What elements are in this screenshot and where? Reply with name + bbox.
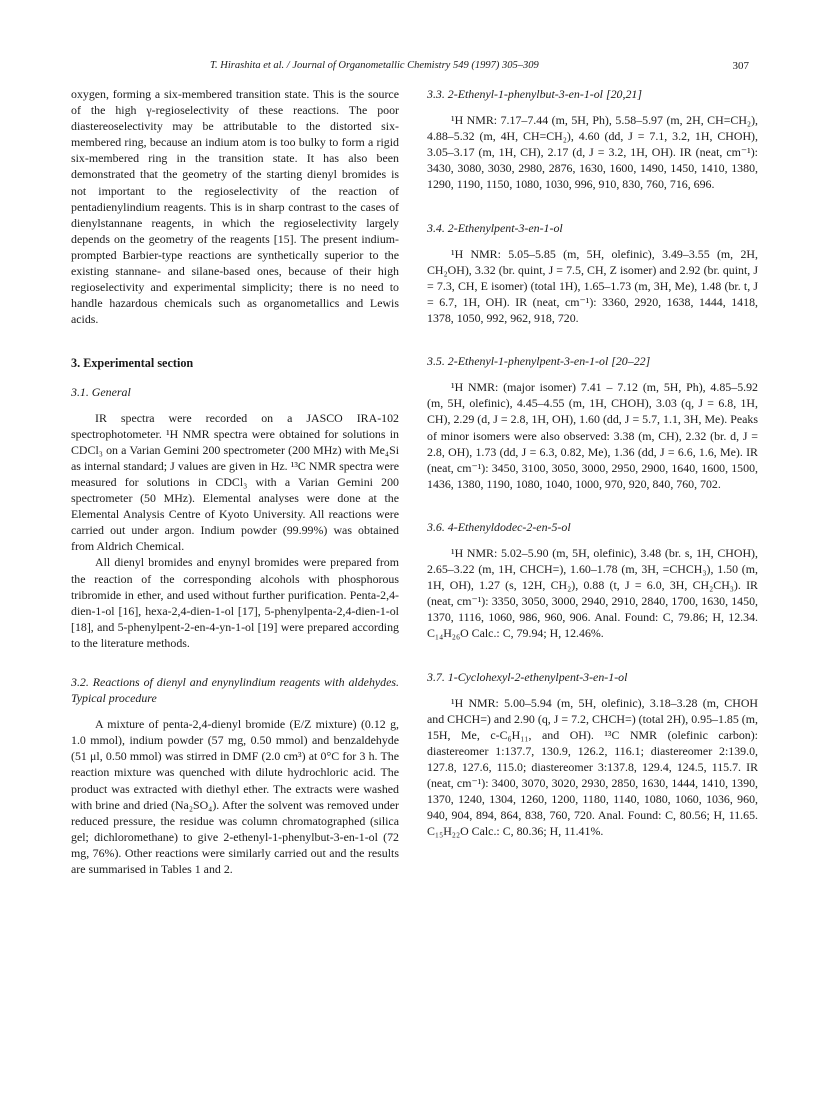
compound-data-3-7: ¹H NMR: 5.00–5.94 (m, 5H, olefinic), 3.18–3.28 (m, CHOH and CHCH=) and 2.90 (q, J = 7.2, CHCH=) (total 2H), 0.95–1.85 (m, 15H, Me, c-C₆H₁₁, and OH). ¹³C NMR (olefinic carbon): diastereomer 1:137.7, 130.9, 126.2, 116.1; diastereomer 2:139.0, 127.8, 127.6, 115.0; diastereomer 3:137.8, 129.4, 124.5, 115.7. IR (neat, cm⁻¹): 3400, 3070, 3020, 2930, 2850, 1630, 1444, 1410, 1390, 1370, 1240, 1304, 1260, 1200, 1180, 1140, 1080, 1060, 1036, 960, 940, 904, 894, 864, 838, 760, 720. Anal. Found: C, 80.56; H, 11.65. C₁₅H₂₂O Calc.: C, 80.36; H, 11.41%. [427, 695, 758, 839]
left-column [71, 86, 399, 877]
subsection-heading-3-7: 3.7. 1-Cyclohexyl-2-ethenylpent-3-en-1-ol [427, 669, 628, 684]
general-paragraph-1: IR spectra were recorded on a JASCO IRA-102 spectrophotometer. ¹H NMR spectra were obtained for solutions in CDCl₃ on a Varian Gemini 200 spectrometer (200 MHz) with Me₄Si as internal standard; J values are given in Hz. ¹³C NMR spectra were measured for solutions in CDCl₃ with a Varian Gemini 200 spectrometer (50 MHz). Elemental analyses were done at the Elemental Analysis Centre of Kyoto University. All reactions were carried out under argon. Indium powder (99.99%) was obtained from Aldrich Chemical. [71, 410, 399, 554]
subsection-heading-3-4: 3.4. 2-Ethenylpent-3-en-1-ol [427, 220, 563, 235]
intro-paragraph: oxygen, forming a six-membered transition state. This is the source of the high γ-regioselectivity of these reactions. The poor diastereoselectivity may be attributable to the distorted six-membered ring, because an indium atom is too bulky to form a rigid six-membered ring in the transition state. It has also been demonstrated that the geometry of the starting dienyl bromides is not important to the regioselectivity of the reaction of pentadienylindium reagents. This is in sharp contrast to the cases of dienylstannane reagents, in which the regioselectivity largely depends on the geometry of the reagents [15]. The present indium-prompted Barbier-type reactions are synthetically superior to the existing stannane- and silane-based ones, because of their high regioselectivity and experimental simplicity; there is no need to handle hazardous chemicals such as organometallics and Lewis acids. [71, 87, 399, 327]
subsection-heading-3-5: 3.5. 2-Ethenyl-1-phenylpent-3-en-1-ol [20–22] [427, 354, 651, 369]
journal-citation: T. Hirashita et al. / Journal of Organometallic Chemistry 549 (1997) 305–309 [210, 60, 539, 71]
subsection-heading-procedure: 3.2. Reactions of dienyl and enynylindium reagents with aldehydes. Typical procedure [71, 675, 399, 706]
compound-data-3-4: ¹H NMR: 5.05–5.85 (m, 5H, olefinic), 3.49–3.55 (m, 2H, CH₂OH), 3.32 (br. quint, J = 7.5, CH, Z isomer) and 2.92 (br. quint, J = 7.3, CH, E isomer) (total 1H), 1.65–1.73 (m, 3H, Me), 1.48 (br. t, J = 6.7, 1H, OH). IR (neat, cm⁻¹): 3360, 2920, 1638, 1444, 1418, 1378, 1050, 992, 962, 918, 720. [427, 246, 758, 326]
page-number: 307 [732, 60, 749, 72]
general-paragraph-2: All dienyl bromides and enynyl bromides were prepared from the reaction of the corresponding alcohols with phosphorous tribromide in ether, and used without further purification. Penta-2,4-dien-1-ol [16], hexa-2,4-dien-1-ol [17], 5-phenylpenta-2,4-dien-1-ol [18], and 5-phenylpent-2-en-4-yn-1-ol [19] were prepared according to the literature methods. [71, 555, 399, 650]
compound-data-3-3: ¹H NMR: 7.17–7.44 (m, 5H, Ph), 5.58–5.97 (m, 2H, CH=CH₂), 4.88–5.32 (m, 4H, CH=CH₂), 4.60 (dd, J = 7.1, 3.2, 1H, CHOH), 3.05–3.17 (m, 1H, CH), 2.17 (d, J = 3.2, 1H, OH). IR (neat, cm⁻¹): 3430, 3080, 3030, 2980, 2876, 1630, 1600, 1490, 1450, 1410, 1380, 1290, 1190, 1150, 1080, 1030, 996, 910, 830, 760, 716, 696. [427, 113, 758, 192]
section-heading-experimental: 3. Experimental section [71, 356, 194, 371]
compound-data-3-6: ¹H NMR: 5.02–5.90 (m, 5H, olefinic), 3.48 (br. s, 1H, CHOH), 2.65–3.22 (m, 1H, CHCH=), 1.60–1.78 (m, 3H, =CHCH₃), 1.50 (m, 1H, OH), 1.27 (s, 12H, CH₂), 0.88 (t, J = 6.0, 3H, CH₂CH₃). IR (neat, cm⁻¹): 3350, 3050, 3000, 2940, 2910, 2840, 1700, 1630, 1450, 1370, 1116, 1060, 986, 960, 906. Anal. Found: C, 79.86; H, 12.34. C₁₄H₂₆O Calc.: C, 79.94; H, 12.46%. [427, 545, 758, 641]
right-column [427, 86, 758, 839]
subsection-heading-general: 3.1. General [71, 384, 131, 399]
subsection-heading-3-6: 3.6. 4-Ethenyldodec-2-en-5-ol [427, 519, 571, 534]
procedure-paragraph: A mixture of penta-2,4-dienyl bromide (E/Z mixture) (0.12 g, 1.0 mmol), indium powder (57 mg, 0.50 mmol) and benzaldehyde (51 μl, 0.50 mmol) was stirred in DMF (2.0 cm³) at 0°C for 3 h. The reaction mixture was quenched with dilute hydrochloric acid. The product was extracted with diethyl ether. The extracts were washed with brine and dried (Na₂SO₄). After the solvent was removed under reduced pressure, the residue was column chromatographed (silica gel; dichloromethane) to give 2-ethenyl-1-phenylbut-3-en-1-ol (72 mg, 76%). Other reactions were similarly carried out and the results are summarised in Tables 1 and 2. [71, 717, 399, 877]
subsection-heading-3-3: 3.3. 2-Ethenyl-1-phenylbut-3-en-1-ol [20,21] [427, 87, 642, 101]
compound-data-3-5: ¹H NMR: (major isomer) 7.41 – 7.12 (m, 5H, Ph), 4.85–5.92 (m, 5H, olefinic), 4.45–4.55 (m, 1H, CHOH), 3.03 (q, J = 6.8, 1H, CH), 2.29 (d, J = 2.8, 1H, OH), 1.60 (dd, J = 5.7, 1.1, 3H, Me). Peaks of minor isomers were also observed: 3.38 (m, CH), 2.32 (br. d, J = 2.8, OH), 1.73 (dd, J = 6.3, 0.82, Me), 1.36 (dd, J = 6.6, 1.6, Me). IR (neat, cm⁻¹): 3450, 3100, 3050, 3000, 2950, 2900, 1640, 1600, 1500, 1436, 1380, 1190, 1080, 1040, 1000, 970, 920, 840, 760, 702. [427, 380, 758, 491]
running-head [0, 58, 816, 76]
